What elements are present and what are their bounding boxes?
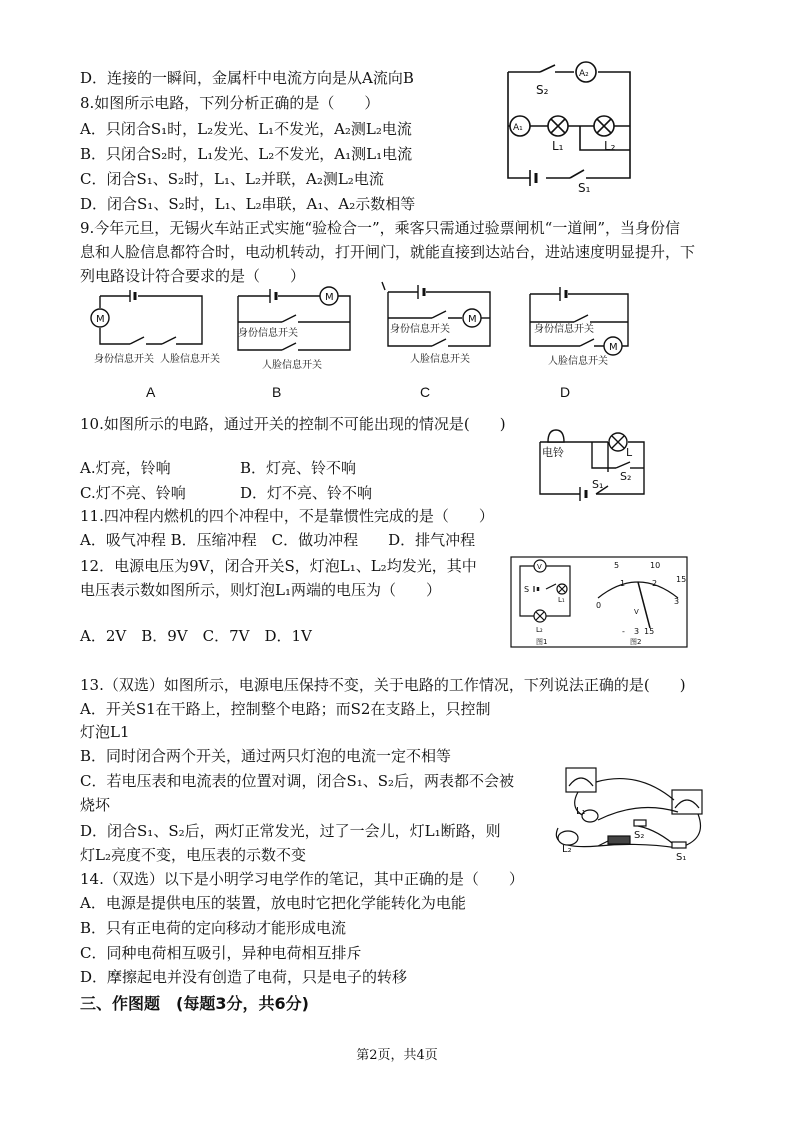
- q12-voltmeter-figure: [510, 556, 690, 650]
- q14-option-d: D．摩擦起电并没有创造了电荷，只是电子的转移: [80, 968, 408, 986]
- section-3-heading: 三、作图题 (每题3分，共6分): [80, 994, 309, 1013]
- svg-text:L₂: L₂: [536, 626, 543, 634]
- svg-text:15: 15: [644, 627, 655, 636]
- q10-option-c: C.灯不亮、铃响: [80, 484, 186, 502]
- q9-circuit-b: [232, 284, 362, 374]
- svg-text:L₂: L₂: [562, 844, 572, 855]
- q10-option-a: A.灯亮，铃响: [80, 459, 171, 477]
- svg-text:人脸信息开关: 人脸信息开关: [262, 360, 322, 371]
- q13-circuit-photo-figure: [538, 760, 718, 863]
- q13-option-c-cont: 烧坏: [80, 796, 111, 814]
- q13-lamp1-icon: [558, 831, 578, 845]
- q9-option-a-label: A: [146, 384, 156, 400]
- svg-text:10: 10: [650, 561, 661, 570]
- q13-stem: 13.（双选）如图所示，电源电压保持不变，关于电路的工作情况，下列说法正确的是( ): [80, 676, 686, 694]
- svg-text:L: L: [626, 446, 633, 459]
- q14-stem: 14.（双选）以下是小明学习电学作的笔记，其中正确的是（ ）: [80, 870, 524, 888]
- q13-option-a-cont: 灯泡L1: [80, 723, 130, 741]
- svg-text:身份信息开关: 身份信息开关: [390, 324, 450, 335]
- q9-line1: 9.今年元旦，无锡火车站正式实施“验检合一”，乘客只需通过验票闸机“一道闸”，当身份信: [80, 219, 680, 237]
- svg-text:S₂: S₂: [620, 470, 632, 483]
- q7-option-d: D．连接的一瞬间，金属杆中电流方向是从A流向B: [80, 69, 414, 87]
- q8-circuit-figure: [500, 60, 640, 195]
- q10-circuit-figure: [536, 424, 656, 500]
- svg-text:S₁: S₁: [592, 478, 604, 491]
- svg-text:身份信息开关: 身份信息开关: [238, 328, 298, 339]
- svg-text:2: 2: [652, 579, 658, 588]
- svg-text:3: 3: [634, 627, 640, 636]
- q13-ammeter-icon: [672, 790, 702, 814]
- q13-option-b: B．同时闭合两个开关，通过两只灯泡的电流一定不相等: [80, 747, 452, 765]
- svg-text:0: 0: [596, 601, 602, 610]
- svg-text:V: V: [537, 563, 542, 571]
- q9-line2: 息和人脸信息都符合时，电动机转动，打开闸门，就能直接到达站台，进站速度明显提升，下: [80, 243, 696, 261]
- q14-option-c: C．同种电荷相互吸引，异种电荷相互排斥: [80, 944, 362, 962]
- q10-stem: 10.如图所示的电路，通过开关的控制不可能出现的情况是( ): [80, 415, 506, 433]
- q13-switch2-icon: [634, 820, 646, 826]
- q8-option-c: C．闭合S₁、S₂时，L₁、L₂并联，A₂测L₂电流: [80, 170, 384, 188]
- svg-text:M: M: [468, 314, 477, 325]
- q10-option-b: B．灯亮、铃不响: [240, 459, 357, 477]
- svg-text:L₁: L₁: [576, 806, 586, 817]
- svg-text:S: S: [524, 585, 530, 594]
- q9-line3: 列电路设计符合要求的是（ ）: [80, 267, 306, 285]
- q9-option-c-label: C: [420, 384, 431, 400]
- q13-option-a: A．开关S1在干路上，控制整个电路；而S2在支路上，只控制: [80, 700, 491, 718]
- q8-option-b: B．只闭合S₂时，L₁发光、L₂不发光，A₁测L₁电流: [80, 145, 413, 163]
- svg-text:5: 5: [614, 561, 620, 570]
- svg-text:S₂: S₂: [634, 830, 645, 841]
- q12-line1: 12．电源电压为9V，闭合开关S，灯泡L₁、L₂均发光，其中: [80, 557, 477, 575]
- svg-text:M: M: [325, 292, 334, 303]
- q8-l2-label: L₂: [604, 139, 616, 153]
- q13-switch1-icon: [672, 842, 686, 848]
- page-footer: 第2页，共4页: [356, 1048, 438, 1063]
- q9-circuit-a: [92, 288, 220, 368]
- q8-s1-label: S₁: [578, 181, 591, 195]
- svg-text:M: M: [609, 342, 618, 353]
- q12-options: A．2V B．9V C．7V D．1V: [80, 627, 312, 645]
- q11-stem: 11.四冲程内燃机的四个冲程中，不是靠惯性完成的是（ ）: [80, 507, 494, 525]
- svg-text:M: M: [96, 314, 105, 325]
- svg-text:电铃: 电铃: [542, 446, 564, 459]
- svg-text:S₁: S₁: [676, 852, 687, 863]
- svg-text:图1: 图1: [536, 638, 548, 646]
- q9-circuit-d: [524, 284, 654, 374]
- svg-text:1: 1: [620, 579, 626, 588]
- q8-l1-label: L₁: [552, 139, 564, 153]
- q9-circuit-c: [382, 280, 512, 370]
- svg-text:人脸信息开关: 人脸信息开关: [548, 356, 608, 367]
- q13-option-c: C．若电压表和电流表的位置对调，闭合S₁、S₂后，两表都不会被: [80, 772, 515, 790]
- q14-option-a: A．电源是提供电压的装置，放电时它把化学能转化为电能: [80, 894, 466, 912]
- q8-option-d: D．闭合S₁、S₂时，L₁、L₂串联，A₁、A₂示数相等: [80, 195, 416, 213]
- svg-text:3: 3: [674, 597, 680, 606]
- svg-text:V: V: [634, 608, 639, 616]
- q11-options: A．吸气冲程 B．压缩冲程 C．做功冲程 D．排气冲程: [80, 531, 476, 549]
- q14-option-b: B．只有正电荷的定向移动才能形成电流: [80, 919, 347, 937]
- svg-text:人脸信息开关: 人脸信息开关: [160, 354, 220, 365]
- q8-s2-label: S₂: [536, 83, 549, 97]
- svg-text:身份信息开关: 身份信息开关: [534, 324, 594, 335]
- q13-option-d-cont: 灯L₂亮度不变，电压表的示数不变: [80, 846, 306, 864]
- svg-text:-: -: [622, 627, 625, 636]
- q10-option-d: D．灯不亮、铃不响: [240, 484, 373, 502]
- q9-option-b-label: B: [272, 384, 282, 400]
- q8-stem: 8.如图所示电路，下列分析正确的是（ ）: [80, 94, 380, 112]
- q13-voltmeter-icon: [566, 768, 596, 792]
- svg-text:图2: 图2: [630, 638, 642, 646]
- q13-option-d: D．闭合S₁、S₂后，两灯正常发光，过了一会儿，灯L₁断路，则: [80, 822, 501, 840]
- q9-option-d-label: D: [560, 384, 571, 400]
- q8-a1-label: A₁: [513, 123, 523, 133]
- svg-text:L₁: L₁: [558, 596, 565, 604]
- svg-text:15: 15: [676, 575, 687, 584]
- q13-battery-icon: [608, 836, 630, 844]
- q8-option-a: A．只闭合S₁时，L₂发光、L₁不发光，A₂测L₂电流: [80, 120, 412, 138]
- q12-line2: 电压表示数如图所示，则灯泡L₁两端的电压为（ ）: [80, 581, 441, 599]
- q8-a2-label: A₂: [579, 69, 589, 79]
- svg-text:身份信息开关: 身份信息开关: [94, 354, 154, 365]
- q10-bell-icon: [548, 430, 564, 442]
- svg-text:人脸信息开关: 人脸信息开关: [410, 354, 470, 365]
